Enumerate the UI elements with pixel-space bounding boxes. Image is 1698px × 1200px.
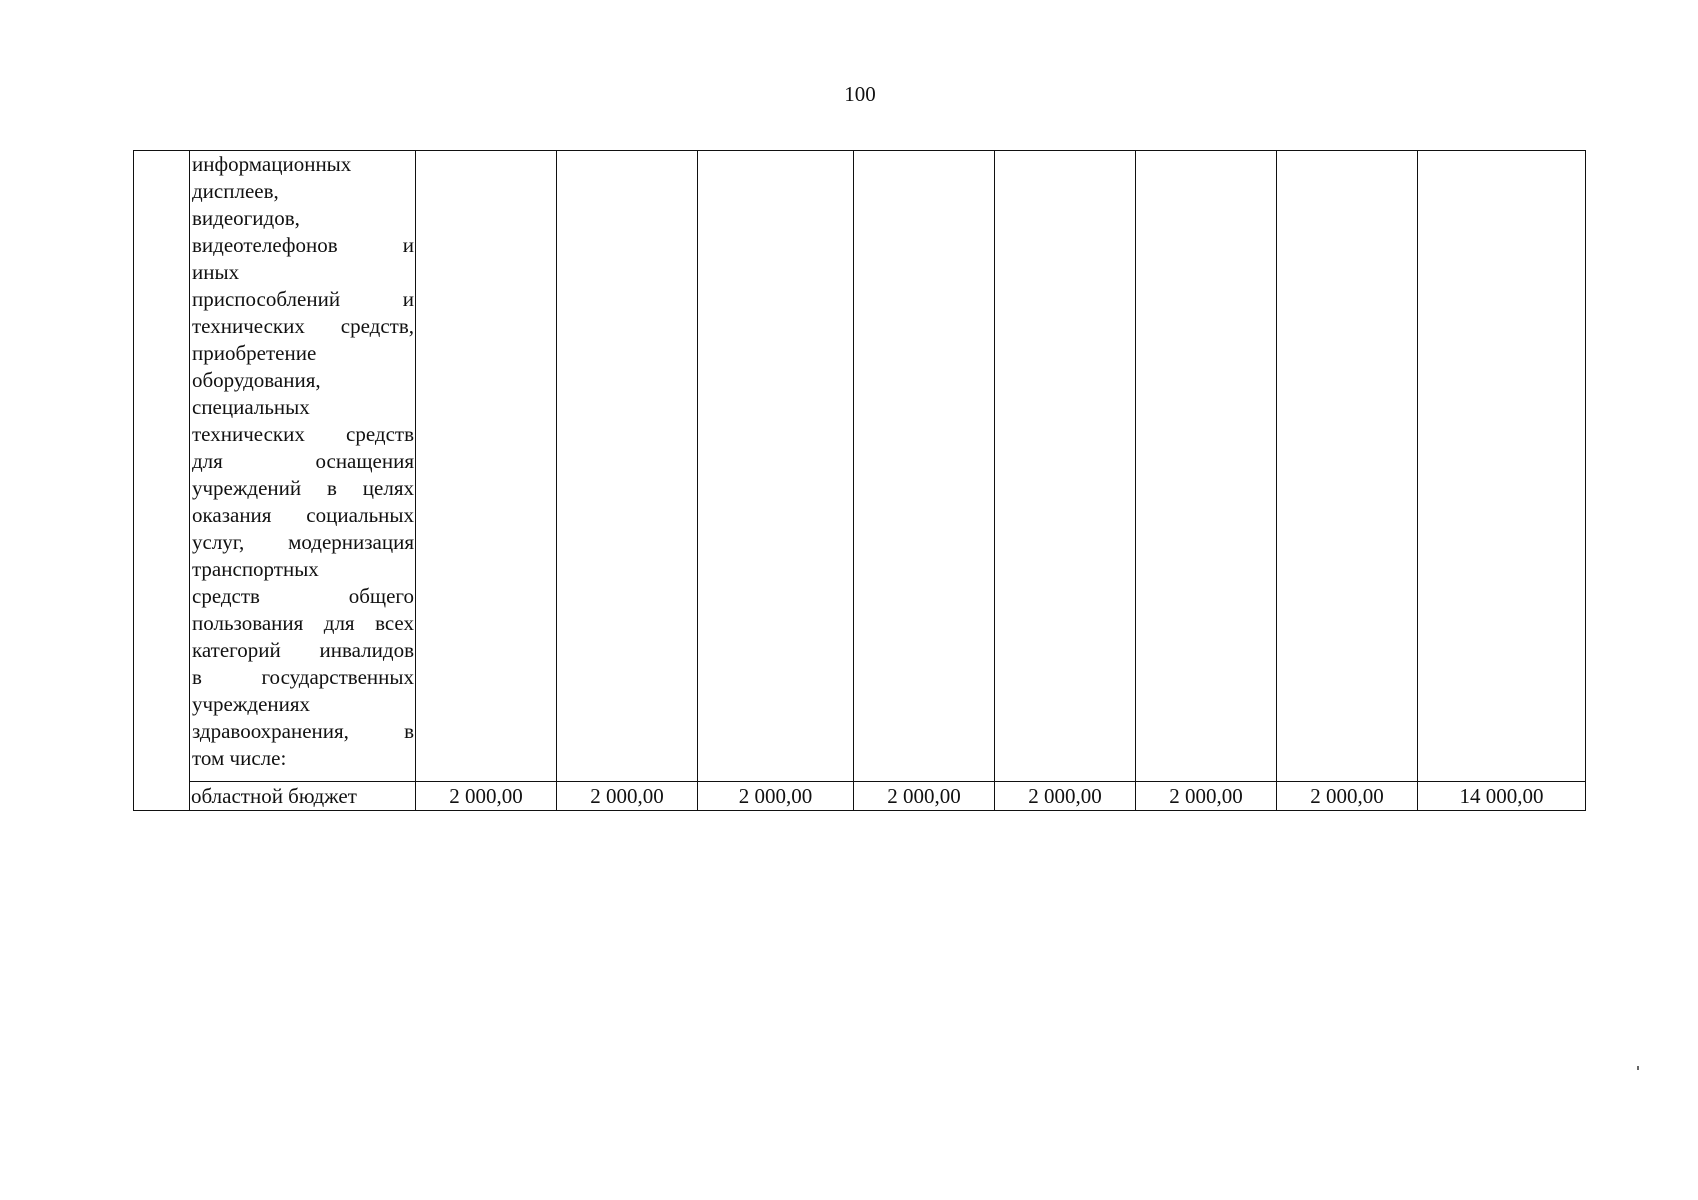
description-line bbox=[192, 367, 414, 394]
description-word: учреждений bbox=[192, 476, 302, 500]
description-word: всех bbox=[375, 611, 414, 635]
description-word: дисплеев, bbox=[192, 179, 279, 203]
description-word: социальных bbox=[306, 503, 414, 527]
description-word: оказания bbox=[192, 503, 272, 527]
description-word: приспособлений bbox=[192, 287, 341, 311]
description-word: иных bbox=[192, 260, 240, 284]
year-value-cell: 2 000,00 bbox=[1277, 782, 1418, 811]
empty-cell bbox=[416, 151, 557, 782]
description-line bbox=[192, 394, 414, 421]
description-line bbox=[192, 232, 414, 259]
year-value-cell: 2 000,00 bbox=[854, 782, 995, 811]
table-row-description bbox=[134, 151, 1586, 782]
description-line bbox=[192, 664, 414, 691]
description-word: в bbox=[192, 665, 202, 689]
description-line bbox=[192, 178, 414, 205]
description-line bbox=[192, 637, 414, 664]
empty-cell bbox=[854, 151, 995, 782]
description-word: для bbox=[323, 611, 355, 635]
year-value-cell: 2 000,00 bbox=[557, 782, 698, 811]
page-number: 100 bbox=[844, 82, 876, 106]
description-word: приобретение bbox=[192, 341, 317, 365]
description-cell bbox=[190, 151, 416, 782]
description-word: средств bbox=[346, 422, 414, 446]
description-line bbox=[192, 151, 414, 178]
description-word: и bbox=[402, 287, 414, 311]
total-value-cell: 14 000,00 bbox=[1418, 782, 1586, 811]
description-word: том числе: bbox=[192, 746, 287, 770]
description-line bbox=[192, 556, 414, 583]
table-row-funding bbox=[134, 782, 1586, 811]
description-word: средств bbox=[192, 584, 260, 608]
description-word: оборудования, bbox=[192, 368, 321, 392]
description-word: в bbox=[404, 719, 414, 743]
description-word: транспортных bbox=[192, 557, 319, 581]
description-line bbox=[192, 259, 414, 286]
description-word: и bbox=[402, 233, 414, 257]
year-value-cell: 2 000,00 bbox=[1136, 782, 1277, 811]
description-word: государственных bbox=[261, 665, 414, 689]
description-line bbox=[192, 583, 414, 610]
description-word: инвалидов bbox=[319, 638, 414, 662]
description-line bbox=[192, 286, 414, 313]
description-line bbox=[192, 205, 414, 232]
description-word: пользования bbox=[192, 611, 304, 635]
description-word: в bbox=[327, 476, 337, 500]
description-line bbox=[192, 313, 414, 340]
description-word: здравоохранения, bbox=[192, 719, 349, 743]
description-word: модернизация bbox=[288, 530, 414, 554]
scan-speck bbox=[1637, 1066, 1639, 1070]
description-word: категорий bbox=[192, 638, 281, 662]
description-line bbox=[192, 691, 414, 718]
empty-cell bbox=[1418, 151, 1586, 782]
description-line bbox=[192, 475, 414, 502]
description-word: технических bbox=[192, 422, 305, 446]
description-word: технических bbox=[192, 314, 305, 338]
description-line bbox=[192, 421, 414, 448]
description-word: видеогидов, bbox=[192, 206, 300, 230]
description-line bbox=[192, 610, 414, 637]
description-word: оснащения bbox=[315, 449, 414, 473]
description-line bbox=[192, 502, 414, 529]
description-word: услуг, bbox=[192, 530, 245, 554]
year-value-cell: 2 000,00 bbox=[995, 782, 1136, 811]
year-value-cell: 2 000,00 bbox=[698, 782, 854, 811]
description-word: для bbox=[192, 449, 223, 473]
description-line bbox=[192, 529, 414, 556]
description-word: средств, bbox=[340, 314, 414, 338]
description-line bbox=[192, 745, 414, 772]
description-word: целях bbox=[362, 476, 414, 500]
empty-cell bbox=[557, 151, 698, 782]
number-cell bbox=[134, 151, 190, 811]
empty-cell bbox=[995, 151, 1136, 782]
budget-table bbox=[133, 150, 1586, 811]
description-word: учреждениях bbox=[192, 692, 311, 716]
empty-cell bbox=[1277, 151, 1418, 782]
empty-cell bbox=[698, 151, 854, 782]
description-line bbox=[192, 448, 414, 475]
funding-source-label: областной бюджет bbox=[190, 782, 416, 811]
empty-cell bbox=[1136, 151, 1277, 782]
year-value-cell: 2 000,00 bbox=[416, 782, 557, 811]
description-word: информационных bbox=[192, 152, 352, 176]
description-word: общего bbox=[348, 584, 414, 608]
description-line bbox=[192, 718, 414, 745]
description-word: видеотелефонов bbox=[192, 233, 338, 257]
description-line bbox=[192, 340, 414, 367]
description-word: специальных bbox=[192, 395, 310, 419]
